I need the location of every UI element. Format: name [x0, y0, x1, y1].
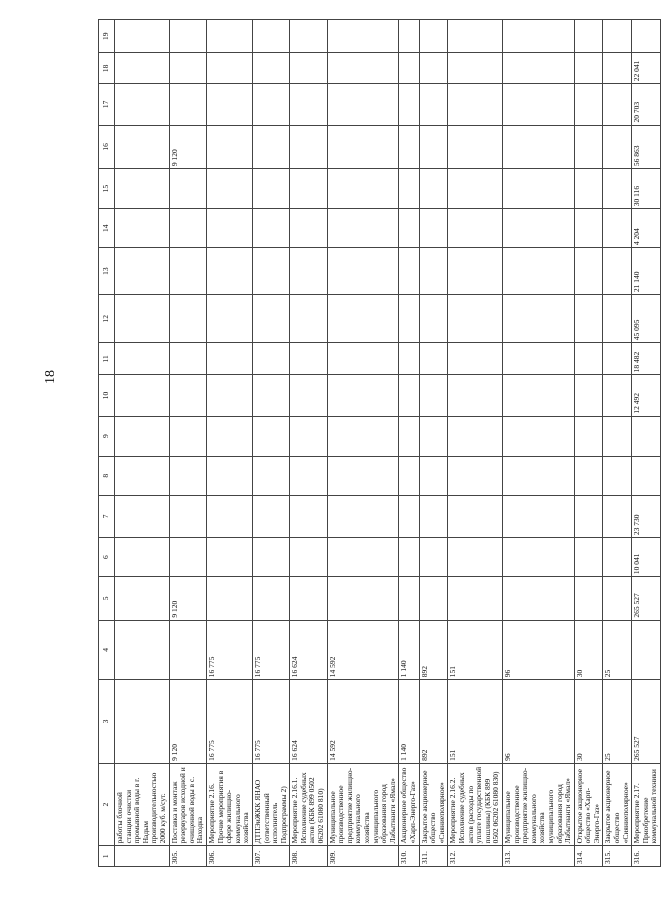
value-cell	[327, 84, 399, 125]
value-cell	[502, 375, 574, 416]
rotated-table-container	[98, 19, 659, 867]
value-cell	[603, 456, 632, 495]
value-cell	[448, 456, 503, 495]
value-cell: 12 492	[632, 375, 661, 416]
value-cell: 10 041	[632, 538, 661, 577]
column-header: 5	[99, 577, 115, 621]
value-cell	[327, 495, 399, 537]
value-cell	[252, 295, 289, 343]
value-cell	[574, 53, 603, 84]
value-cell	[252, 538, 289, 577]
value-cell	[327, 295, 399, 343]
value-cell	[574, 375, 603, 416]
value-cell	[206, 169, 252, 209]
value-cell	[603, 538, 632, 577]
row-name: Мероприятие 2.16.1. Исполнение судебных актов (КБК 899 0502 06202 61080 810)	[290, 763, 327, 846]
value-cell	[290, 169, 327, 209]
value-cell	[448, 209, 503, 248]
value-cell	[399, 20, 419, 53]
value-cell	[115, 295, 170, 343]
value-cell	[448, 248, 503, 295]
value-cell	[632, 620, 661, 680]
value-cell	[632, 416, 661, 456]
value-cell	[502, 20, 574, 53]
value-cell: 16 624	[290, 680, 327, 764]
value-cell	[448, 495, 503, 537]
value-cell	[574, 295, 603, 343]
value-cell	[327, 538, 399, 577]
table-row	[603, 20, 632, 867]
value-cell	[502, 495, 574, 537]
value-cell	[290, 375, 327, 416]
value-cell	[603, 343, 632, 375]
table-row	[169, 20, 206, 867]
value-cell	[290, 416, 327, 456]
column-header: 19	[99, 20, 115, 53]
value-cell	[206, 343, 252, 375]
row-number: 305.	[169, 846, 206, 867]
value-cell: 30	[574, 620, 603, 680]
budget-table	[98, 19, 661, 867]
value-cell	[206, 577, 252, 621]
value-cell: 14 592	[327, 620, 399, 680]
row-name: Мероприятие 2.16. Прочие мероприятия в сфере жилищно-коммунального хозяйства	[206, 763, 252, 846]
value-cell	[169, 375, 206, 416]
value-cell	[448, 295, 503, 343]
column-header: 2	[99, 763, 115, 846]
value-cell	[327, 343, 399, 375]
value-cell	[574, 577, 603, 621]
value-cell: 1 140	[399, 680, 419, 764]
value-cell	[603, 295, 632, 343]
value-cell	[502, 209, 574, 248]
row-name: работы блочной станции очистки промывной воды в г. Надым производительностью 2000 куб. м/сут.	[115, 763, 170, 846]
value-cell	[290, 577, 327, 621]
value-cell	[399, 577, 419, 621]
value-cell	[290, 125, 327, 169]
value-cell: 45 095	[632, 295, 661, 343]
value-cell	[206, 495, 252, 537]
value-cell	[448, 20, 503, 53]
value-cell	[502, 538, 574, 577]
value-cell	[290, 456, 327, 495]
row-number: 308.	[290, 846, 327, 867]
value-cell: 892	[419, 680, 448, 764]
value-cell: 4 204	[632, 209, 661, 248]
value-cell	[252, 577, 289, 621]
column-header: 13	[99, 248, 115, 295]
value-cell	[290, 295, 327, 343]
value-cell	[419, 125, 448, 169]
row-name: Закрытое акционерное общество «Сияниеполярное»	[603, 763, 632, 846]
row-name: Поставка и монтаж резервуаров исходной и очищенной воды в с. Находка	[169, 763, 206, 846]
value-cell	[448, 84, 503, 125]
value-cell	[252, 125, 289, 169]
value-cell	[502, 343, 574, 375]
value-cell	[252, 456, 289, 495]
value-cell	[399, 495, 419, 537]
value-cell	[115, 20, 170, 53]
value-cell	[419, 248, 448, 295]
column-header: 1	[99, 846, 115, 867]
value-cell	[419, 84, 448, 125]
row-name: Закрытое акционерное общество «Сияниеполярное»	[419, 763, 448, 846]
value-cell	[115, 53, 170, 84]
column-header: 16	[99, 125, 115, 169]
value-cell	[399, 53, 419, 84]
value-cell: 96	[502, 680, 574, 764]
table-row	[290, 20, 327, 867]
value-cell	[419, 577, 448, 621]
value-cell	[327, 416, 399, 456]
row-number: 313.	[502, 846, 574, 867]
value-cell	[115, 375, 170, 416]
value-cell	[419, 169, 448, 209]
value-cell	[327, 577, 399, 621]
column-header: 7	[99, 495, 115, 537]
value-cell	[252, 84, 289, 125]
value-cell	[169, 538, 206, 577]
column-header: 3	[99, 680, 115, 764]
value-cell	[399, 125, 419, 169]
value-cell: 16 624	[290, 620, 327, 680]
value-cell: 21 140	[632, 248, 661, 295]
value-cell: 16 775	[252, 620, 289, 680]
value-cell: 16 775	[206, 620, 252, 680]
value-cell	[206, 53, 252, 84]
table-row	[399, 20, 419, 867]
value-cell	[252, 53, 289, 84]
value-cell	[252, 375, 289, 416]
value-cell	[399, 209, 419, 248]
value-cell	[290, 538, 327, 577]
value-cell	[169, 343, 206, 375]
row-name: Муниципальное производственное предприятие жилищно-коммунального хозяйства муниципального образования город Лабытнанги «Ямал»	[502, 763, 574, 846]
value-cell	[327, 248, 399, 295]
value-cell	[169, 620, 206, 680]
value-cell	[252, 343, 289, 375]
value-cell	[399, 538, 419, 577]
value-cell: 96	[502, 620, 574, 680]
value-cell	[574, 495, 603, 537]
value-cell: 151	[448, 680, 503, 764]
value-cell	[169, 295, 206, 343]
value-cell	[419, 375, 448, 416]
value-cell	[115, 416, 170, 456]
value-cell	[115, 495, 170, 537]
value-cell	[502, 53, 574, 84]
value-cell: 16 775	[252, 680, 289, 764]
row-name: Мероприятие 2.16.2. Исполнение судебных актов (расходы по уплате государственной пошлины) (КБК 899 0502 06202 61080 830)	[448, 763, 503, 846]
value-cell	[399, 295, 419, 343]
column-header: 4	[99, 620, 115, 680]
value-cell	[327, 169, 399, 209]
column-header: 9	[99, 416, 115, 456]
value-cell	[252, 416, 289, 456]
value-cell	[448, 53, 503, 84]
value-cell	[502, 416, 574, 456]
value-cell	[115, 125, 170, 169]
value-cell	[290, 20, 327, 53]
column-header: 10	[99, 375, 115, 416]
value-cell	[115, 343, 170, 375]
value-cell: 23 730	[632, 495, 661, 537]
value-cell	[399, 169, 419, 209]
value-cell	[574, 538, 603, 577]
row-number: 314.	[574, 846, 603, 867]
value-cell	[502, 295, 574, 343]
value-cell	[290, 343, 327, 375]
value-cell	[115, 680, 170, 764]
row-number: 309.	[327, 846, 399, 867]
table-row	[206, 20, 252, 867]
value-cell: 25	[603, 680, 632, 764]
value-cell	[169, 495, 206, 537]
column-header: 12	[99, 295, 115, 343]
value-cell	[290, 248, 327, 295]
value-cell	[169, 416, 206, 456]
value-cell	[252, 248, 289, 295]
value-cell	[327, 456, 399, 495]
value-cell	[290, 209, 327, 248]
value-cell	[603, 84, 632, 125]
value-cell: 14 592	[327, 680, 399, 764]
value-cell	[419, 53, 448, 84]
value-cell	[603, 125, 632, 169]
column-header: 6	[99, 538, 115, 577]
value-cell	[115, 577, 170, 621]
value-cell	[169, 456, 206, 495]
value-cell	[206, 125, 252, 169]
value-cell	[327, 209, 399, 248]
value-cell	[206, 538, 252, 577]
value-cell: 25	[603, 620, 632, 680]
value-cell	[169, 84, 206, 125]
value-cell	[603, 416, 632, 456]
value-cell	[327, 53, 399, 84]
table-row	[574, 20, 603, 867]
value-cell	[502, 169, 574, 209]
page-number: 18	[43, 370, 58, 384]
value-cell	[419, 456, 448, 495]
value-cell: 265 527	[632, 577, 661, 621]
value-cell	[115, 620, 170, 680]
value-cell	[169, 20, 206, 53]
value-cell: 30	[574, 680, 603, 764]
value-cell	[115, 248, 170, 295]
table-row	[327, 20, 399, 867]
value-cell	[115, 456, 170, 495]
value-cell	[399, 84, 419, 125]
value-cell	[419, 295, 448, 343]
value-cell	[419, 343, 448, 375]
value-cell	[169, 248, 206, 295]
header-row	[99, 20, 115, 867]
value-cell: 9 120	[169, 577, 206, 621]
table-row	[502, 20, 574, 867]
value-cell	[574, 125, 603, 169]
value-cell	[632, 456, 661, 495]
column-header: 14	[99, 209, 115, 248]
value-cell	[574, 248, 603, 295]
row-number: 312.	[448, 846, 503, 867]
value-cell	[632, 20, 661, 53]
value-cell	[399, 456, 419, 495]
value-cell: 18 482	[632, 343, 661, 375]
row-number: 315.	[603, 846, 632, 867]
value-cell	[574, 84, 603, 125]
value-cell: 20 703	[632, 84, 661, 125]
value-cell	[603, 375, 632, 416]
value-cell	[399, 343, 419, 375]
value-cell: 892	[419, 620, 448, 680]
table-row	[448, 20, 503, 867]
value-cell	[419, 416, 448, 456]
value-cell	[399, 248, 419, 295]
value-cell	[206, 209, 252, 248]
value-cell	[252, 209, 289, 248]
value-cell	[603, 248, 632, 295]
value-cell	[603, 169, 632, 209]
value-cell	[448, 343, 503, 375]
value-cell	[169, 53, 206, 84]
value-cell	[206, 248, 252, 295]
row-number: 311.	[419, 846, 448, 867]
value-cell	[502, 248, 574, 295]
value-cell: 22 041	[632, 53, 661, 84]
column-header: 17	[99, 84, 115, 125]
value-cell: 9 120	[169, 125, 206, 169]
value-cell	[399, 375, 419, 416]
value-cell	[115, 209, 170, 248]
value-cell	[206, 295, 252, 343]
value-cell	[502, 456, 574, 495]
value-cell	[252, 495, 289, 537]
value-cell: 30 116	[632, 169, 661, 209]
value-cell	[448, 375, 503, 416]
value-cell	[574, 343, 603, 375]
value-cell	[419, 20, 448, 53]
value-cell	[603, 577, 632, 621]
value-cell	[419, 538, 448, 577]
value-cell	[603, 53, 632, 84]
value-cell	[290, 495, 327, 537]
row-number: 310.	[399, 846, 419, 867]
value-cell	[169, 169, 206, 209]
value-cell	[574, 456, 603, 495]
value-cell	[252, 20, 289, 53]
row-name: Открытое акционерное общество «Харп-Энерго-Газ»	[574, 763, 603, 846]
value-cell	[115, 538, 170, 577]
row-name: Мероприятие 2.17. Приобретение коммунальной техники	[632, 763, 661, 846]
value-cell	[448, 538, 503, 577]
value-cell	[574, 416, 603, 456]
value-cell	[206, 456, 252, 495]
row-name: Акционерное общество «Харп-Энерго-Газ»	[399, 763, 419, 846]
value-cell	[399, 416, 419, 456]
value-cell: 265 527	[632, 680, 661, 764]
value-cell: 9 120	[169, 680, 206, 764]
value-cell: 1 140	[399, 620, 419, 680]
table-row	[252, 20, 289, 867]
value-cell	[502, 577, 574, 621]
column-header: 15	[99, 169, 115, 209]
table-row	[115, 20, 170, 867]
value-cell	[448, 125, 503, 169]
value-cell	[115, 169, 170, 209]
value-cell	[448, 416, 503, 456]
value-cell	[502, 125, 574, 169]
value-cell	[327, 375, 399, 416]
column-header: 11	[99, 343, 115, 375]
value-cell	[290, 53, 327, 84]
row-name: Муниципальное производственное предприятие жилищно-коммунального хозяйства муниципального образования город Лабытнанги «Ямал»	[327, 763, 399, 846]
value-cell	[169, 209, 206, 248]
value-cell	[574, 169, 603, 209]
value-cell	[206, 84, 252, 125]
value-cell: 16 775	[206, 680, 252, 764]
column-header: 18	[99, 53, 115, 84]
value-cell	[327, 125, 399, 169]
table-row	[632, 20, 661, 867]
value-cell	[603, 495, 632, 537]
row-number: 307.	[252, 846, 289, 867]
value-cell	[574, 209, 603, 248]
value-cell: 56 863	[632, 125, 661, 169]
column-header: 8	[99, 456, 115, 495]
value-cell	[327, 20, 399, 53]
value-cell	[448, 577, 503, 621]
value-cell	[290, 84, 327, 125]
row-name: ДТПЭиЖКК ЯНАО (ответственный исполнитель Подпрограммы 2)	[252, 763, 289, 846]
value-cell	[502, 84, 574, 125]
row-number: 306.	[206, 846, 252, 867]
value-cell	[603, 20, 632, 53]
value-cell: 151	[448, 620, 503, 680]
table-row	[419, 20, 448, 867]
value-cell	[206, 375, 252, 416]
value-cell	[419, 209, 448, 248]
value-cell	[206, 20, 252, 53]
value-cell	[252, 169, 289, 209]
row-number	[115, 846, 170, 867]
value-cell	[115, 84, 170, 125]
row-number: 316.	[632, 846, 661, 867]
value-cell	[603, 209, 632, 248]
value-cell	[574, 20, 603, 53]
value-cell	[448, 169, 503, 209]
value-cell	[419, 495, 448, 537]
value-cell	[206, 416, 252, 456]
